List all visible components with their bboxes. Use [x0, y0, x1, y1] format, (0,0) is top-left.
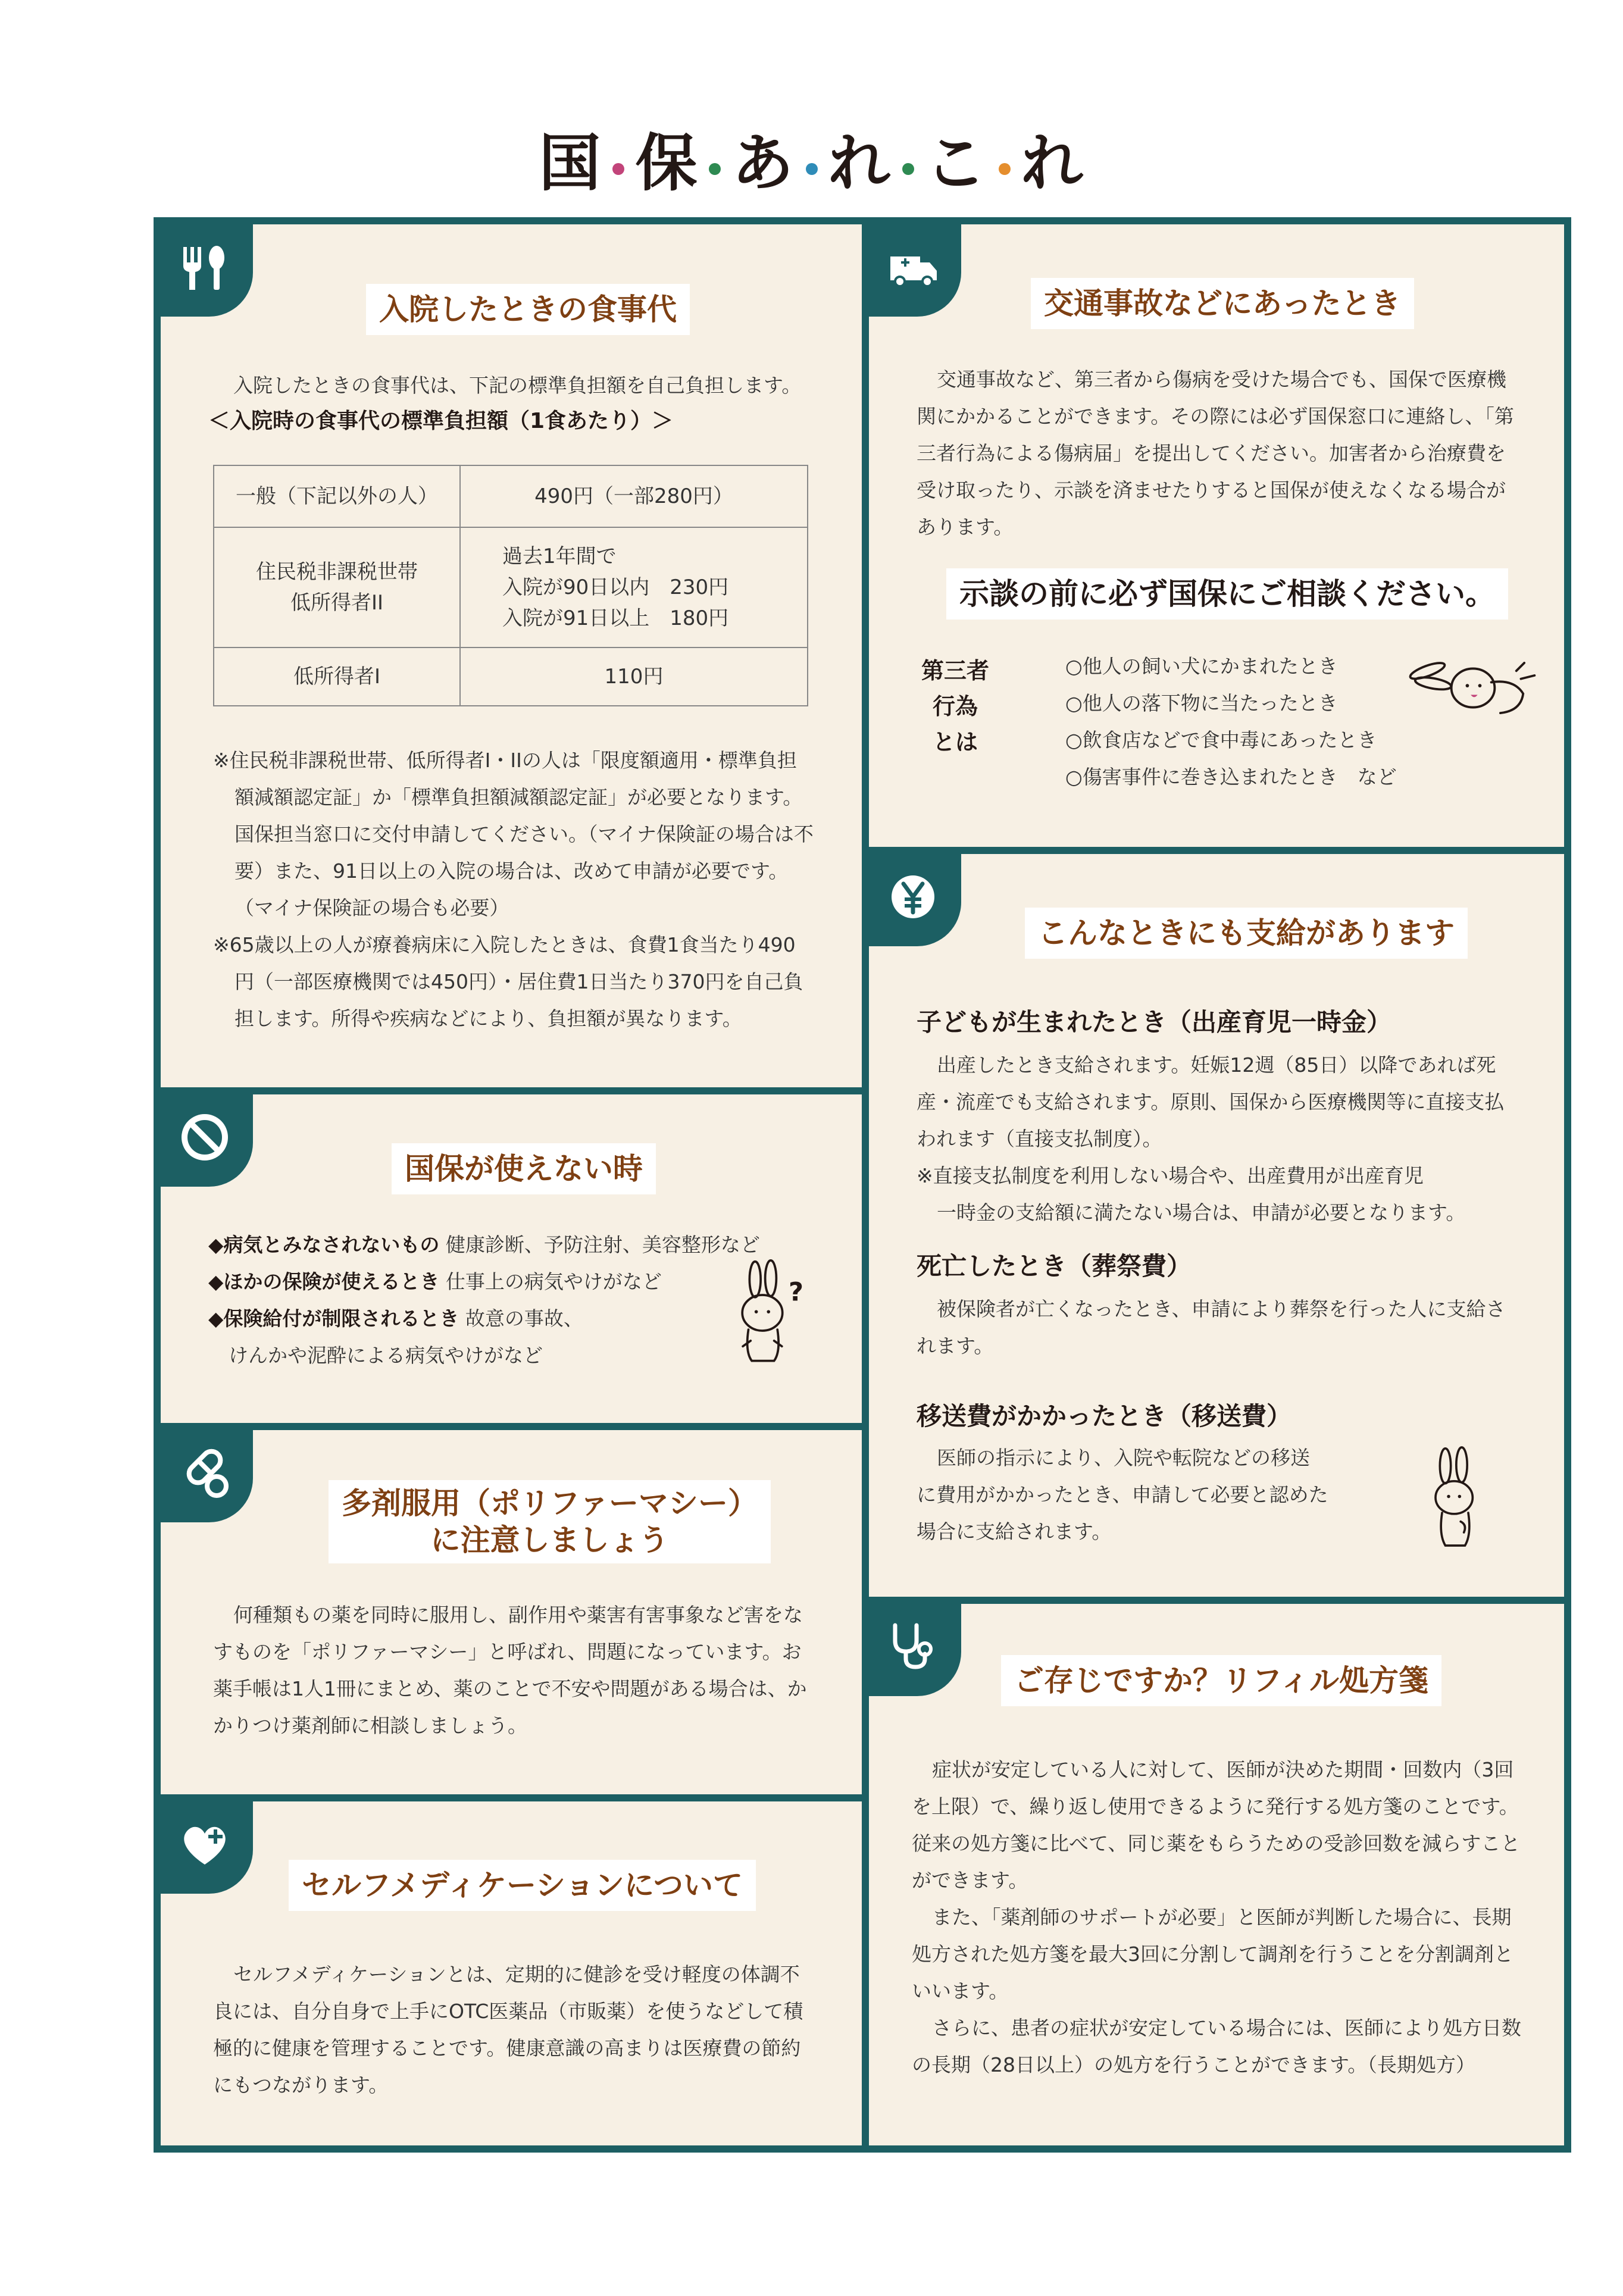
pill-icon [177, 1446, 232, 1500]
meal-note-1: ※住民税非課税世帯、低所得者I・IIの人は「限度額適用・標準負担額減額認定証」か「標準負担額減額認定証」が必要となります。国保担当窓口に交付申請してください。（マイナ保険証の場合は不要）また、91日以上の入院の場合は、改めて申請が必要です。（マイナ保険証の場合も必要） [213, 749, 814, 919]
selfmed-title: セルフメディケーションについて [289, 1860, 756, 1911]
list-item: ○他人の落下物に当たったとき [1065, 692, 1338, 715]
meal-fee-table [213, 465, 808, 706]
polypharmacy-body [213, 1597, 815, 1744]
meal-tab [161, 224, 253, 317]
list-item [208, 1300, 780, 1337]
table-cell: 一般（下記以外の人） [214, 465, 460, 527]
title-char: 国 [539, 127, 602, 199]
benefits-death-text: 被保険者が亡くなったとき、申請により葬祭を行った人に支給されます。 [917, 1297, 1506, 1357]
ambulance-icon [886, 240, 940, 295]
content-frame [154, 217, 1571, 2153]
title-dot [806, 163, 818, 175]
table-row [214, 647, 808, 706]
rabbit-falling-illustration [1405, 648, 1541, 728]
polypharmacy-panel [161, 1430, 862, 1794]
benefits-transport-heading: 移送費がかかったとき（移送費） [917, 1402, 1292, 1431]
refill-paragraph-1: 症状が安定している人に対して、医師が決めた期間・回数内（3回を上限）で、繰り返し使用できるように発行する処方箋のことです。従来の処方箋に比べて、同じ薬をもらうための受診回数を減らすことができます。 [912, 1758, 1521, 1892]
meal-panel [161, 224, 862, 1087]
cell-line: 過去1年間で [502, 545, 617, 568]
unusable-list [208, 1227, 780, 1374]
table-cell: 110円 [460, 647, 808, 706]
polypharmacy-text: 何種類もの薬を同時に服用し、副作用や薬害有害事象など害をなすものを「ポリファーマシー」と呼ばれ、問題になっています。お薬手帳は1人1冊にまとめ、薬のことで不安や問題がある場合は、かかりつけ薬剤師に相談しましょう。 [213, 1603, 807, 1737]
polypharmacy-title-line-1: 多剤服用（ポリファーマシー） [342, 1486, 758, 1521]
yen-icon [886, 869, 940, 924]
benefits-transport-line-2: に費用がかかったとき、申請して必要と認めた [917, 1483, 1328, 1506]
list-item: ○飲食店などで食中毒にあったとき [1065, 728, 1377, 752]
selfmed-tab [161, 1801, 253, 1894]
cell-line: 入院が90日以内 230円 [502, 575, 729, 599]
benefits-title: こんなときにも支給があります [1025, 908, 1468, 959]
title-dot [902, 163, 914, 175]
refill-tab [869, 1604, 961, 1696]
traffic-text: 交通事故など、第三者から傷病を受けた場合でも、国保で医療機関にかかることができます。その際には必ず国保窓口に連絡し、「第三者行為による傷病届」を提出してください。加害者から治療費を受け取ったり、示談を済ませたりすると国保が使えなくなる場合があります。 [917, 368, 1514, 539]
item-bold: ◆病気とみなされないもの [208, 1233, 440, 1256]
benefits-transport-line-3: 場合に支給されます。 [917, 1520, 1112, 1543]
item-bold: ◆ほかの保険が使えるとき [208, 1270, 440, 1293]
refill-title: ご存じですか？リフィル処方箋 [1001, 1655, 1441, 1706]
page-title [0, 113, 1623, 202]
polypharmacy-title-line-2: に注意しましょう [430, 1523, 669, 1557]
third-party-label [911, 653, 1000, 760]
item-bold: ◆保険給付が制限されるとき [208, 1307, 459, 1330]
selfmed-panel [161, 1801, 862, 2145]
cell-line: 低所得者II [290, 591, 384, 615]
refill-panel [869, 1604, 1564, 2145]
meal-intro-text: 入院したときの食事代は、下記の標準負担額を自己負担します。 [233, 374, 802, 397]
benefits-tab [869, 854, 961, 946]
item-text: 健康診断、予防注射、美容整形など [445, 1233, 760, 1256]
title-char: れ [828, 127, 892, 199]
rabbit-standing-illustration [1422, 1443, 1488, 1556]
benefits-birth-note-2: 一時金の支給額に満たない場合は、申請が必要となります。 [937, 1201, 1466, 1224]
traffic-title: 交通事故などにあったとき [1031, 278, 1414, 329]
list-item [208, 1263, 780, 1300]
third-party-label-2: とは [932, 729, 978, 755]
meal-intro [213, 367, 844, 404]
stethoscope-icon [886, 1619, 940, 1674]
cell-line: 住民税非課税世帯 [256, 560, 418, 584]
table-row [214, 527, 808, 647]
third-party-label-1: 第三者行為 [921, 658, 989, 720]
table-cell: 低所得者I [214, 647, 460, 706]
benefits-transport-body [917, 1440, 1405, 1550]
meal-note-2: ※65歳以上の人が療養病床に入院したときは、食費1食当たり490円（一部医療機関では450円）・居住費1日当たり370円を自己負担します。所得や疾病などにより、負担額が異なります。 [213, 933, 803, 1030]
traffic-callout: 示談の前に必ず国保にご相談ください。 [946, 568, 1508, 620]
list-item: ○傷害事件に巻き込まれたとき など [1065, 765, 1397, 789]
unusable-panel [161, 1094, 862, 1423]
selfmed-text: セルフメディケーションとは、定期的に健診を受け軽度の体調不良には、自分自身で上手にOTC医薬品（市販薬）を使うなどして積極的に健康を管理することです。健康意識の高まりは医療費の節約にもつながります。 [213, 1963, 803, 2097]
title-dot [999, 163, 1011, 175]
benefits-birth-note-1: ※直接支払制度を利用しない場合や、出産費用が出産育児 [917, 1164, 1424, 1187]
item-text: 仕事上の病気やけがなど [445, 1270, 662, 1293]
rabbit-question-illustration [726, 1256, 815, 1369]
benefits-panel [869, 854, 1564, 1597]
traffic-panel [869, 224, 1564, 847]
title-char: こ [924, 127, 988, 199]
question-mark: ? [789, 1277, 804, 1307]
benefits-birth-heading: 子どもが生まれたとき（出産育児一時金） [917, 1008, 1392, 1037]
meal-notes [213, 742, 814, 1037]
cell-line: 入院が91日以上 180円 [502, 606, 729, 630]
item-text: 故意の事故、 [465, 1307, 583, 1330]
table-cell [214, 527, 460, 647]
title-dot [709, 163, 721, 175]
benefits-transport-line-1: 医師の指示により、入院や転院などの移送 [937, 1446, 1310, 1469]
heart-plus-icon [177, 1817, 232, 1872]
table-row [214, 465, 808, 527]
unusable-title: 国保が使えない時 [392, 1143, 656, 1194]
benefits-birth-body [917, 1047, 1519, 1231]
meal-table-heading: ＜入院時の食事代の標準負担額（1食あたり）＞ [208, 409, 674, 433]
benefits-death-body [917, 1291, 1519, 1365]
benefits-birth-text: 出産したとき支給されます。妊娠12週（85日）以降であれば死産・流産でも支給されます。原則、国保から医療機関等に直接支払われます（直接支払制度）。 [917, 1053, 1505, 1150]
table-cell: 490円（一部280円） [460, 465, 808, 527]
selfmed-body [213, 1956, 814, 2104]
list-item [208, 1227, 780, 1263]
polypharmacy-tab [161, 1430, 253, 1522]
benefits-death-heading: 死亡したとき（葬祭費） [917, 1252, 1192, 1281]
traffic-body [917, 361, 1519, 546]
list-item-cont: けんかや泥酔による病気やけがなど [229, 1344, 543, 1367]
refill-paragraph-3: さらに、患者の症状が安定している場合には、医師により処方日数の長期（28日以上）の処方を行うことができます。（長期処方） [912, 2016, 1521, 2076]
title-dot [612, 163, 624, 175]
unusable-tab [161, 1094, 253, 1187]
title-char: れ [1021, 127, 1084, 199]
polypharmacy-title [329, 1480, 771, 1563]
fork-spoon-icon [177, 240, 232, 295]
title-char: 保 [635, 127, 699, 199]
traffic-tab [869, 224, 961, 317]
meal-title: 入院したときの食事代 [366, 284, 690, 335]
title-char: あ [731, 127, 795, 199]
list-item: ○他人の飼い犬にかまれたとき [1065, 655, 1338, 678]
refill-body [912, 1751, 1521, 2084]
third-party-list [1065, 648, 1434, 796]
prohibited-icon [177, 1110, 232, 1165]
refill-paragraph-2: また、「薬剤師のサポートが必要」と医師が判断した場合に、長期処方された処方箋を最大3回に分割して調剤を行うことを分割調剤といいます。 [912, 1906, 1513, 2003]
table-cell [460, 527, 808, 647]
